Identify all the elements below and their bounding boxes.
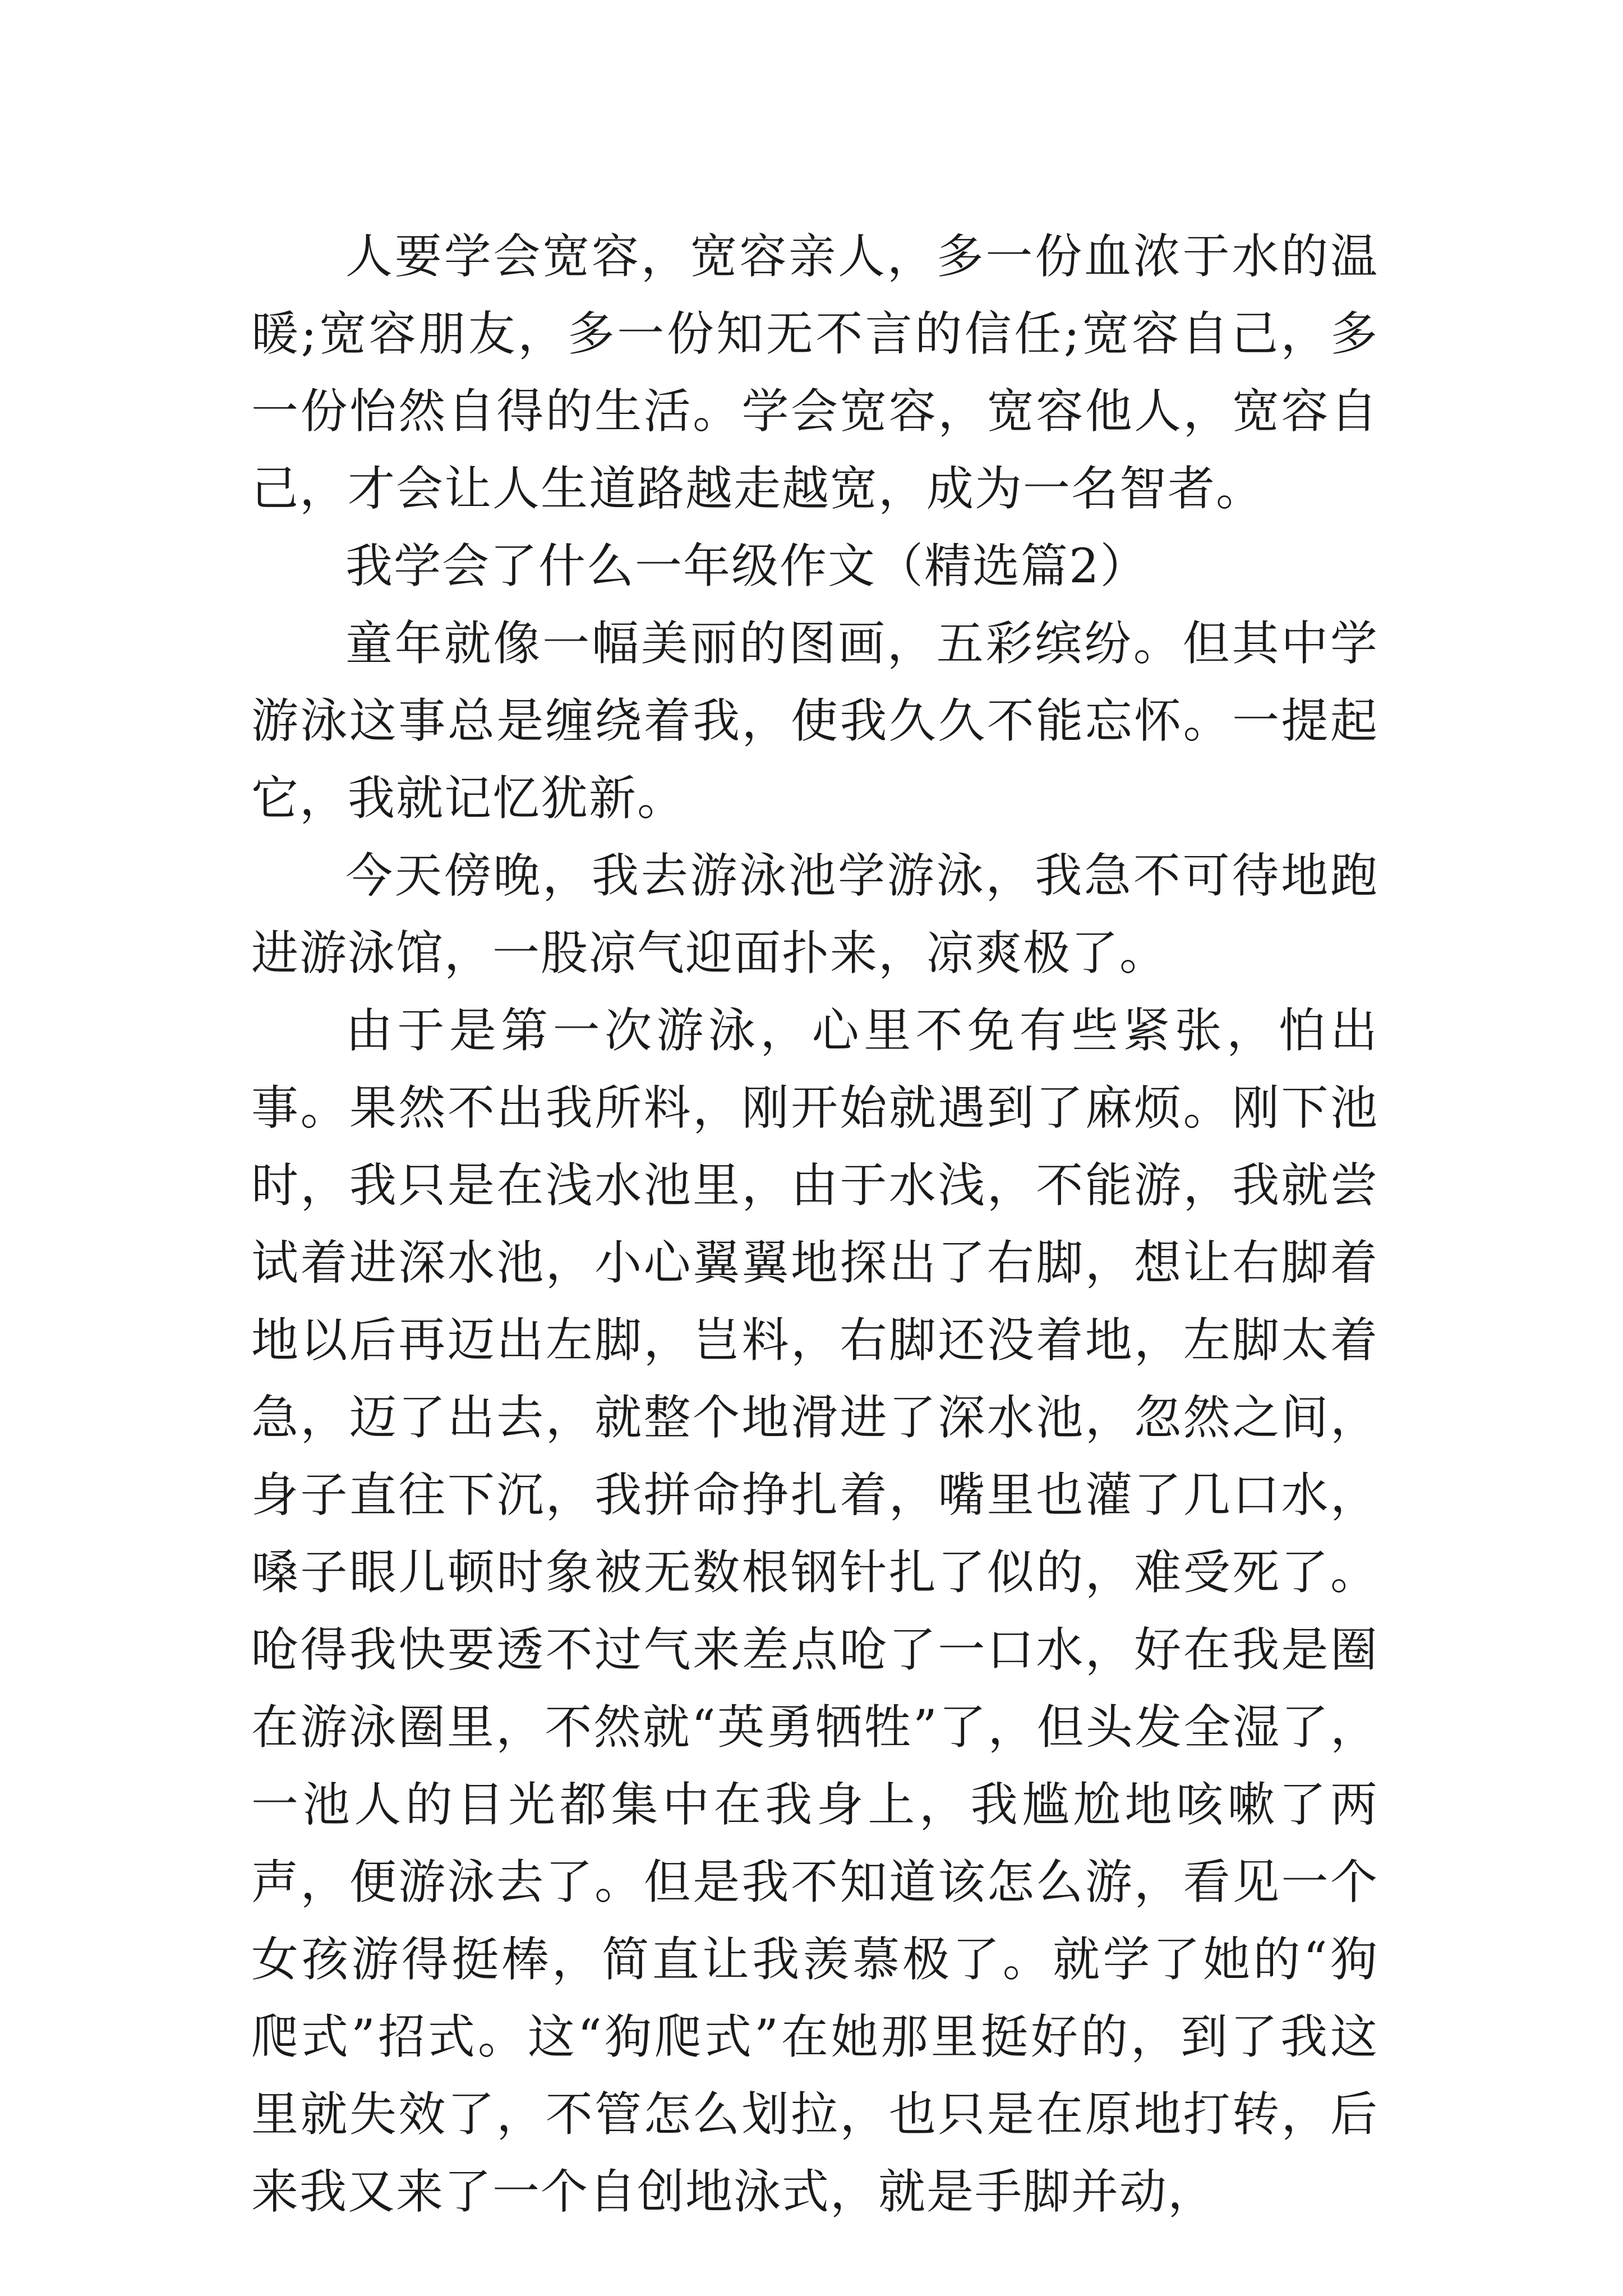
- essay-title: 我学会了什么一年级作文（精选篇2）: [345, 539, 1149, 593]
- document-body: [251, 218, 1378, 2230]
- paragraph-evening: 今天傍晚，我去游泳池学游泳，我急不可待地跑进游泳馆，一股凉气迎面扑来，凉爽极了。: [251, 848, 1378, 981]
- paragraph-tolerance: 人要学会宽容，宽容亲人，多一份血浓于水的温暖;宽容朋友，多一份知无不言的信任;宽容自己，多一份怡然自得的生活。学会宽容，宽容他人，宽容自己，才会让人生道路越走越宽，成为一名智者。: [251, 229, 1378, 516]
- paragraph-childhood: 童年就像一幅美丽的图画，五彩缤纷。但其中学游泳这事总是缠绕着我，使我久久不能忘怀。一提起它，我就记忆犹新。: [251, 616, 1378, 826]
- paragraph-first-swim: 由于是第一次游泳，心里不免有些紧张，怕出事。果然不出我所料，刚开始就遇到了麻烦。刚下池时，我只是在浅水池里，由于水浅，不能游，我就尝试着进深水池，小心翼翼地探出了右脚，想让右脚着地以后再迈出左脚，岂料，右脚还没着地，左脚太着急，迈了出去，就整个地滑进了深水池，忽然之间，身子直往下沉，我拼命挣扎着，嘴里也灌了几口水，嗓子眼儿顿时象被无数根钢针扎了似的，难受死了。呛得我快要透不过气来差点呛了一口水，好在我是圈在游泳圈里，不然就“英勇牺牲”了，但头发全湿了，一池人的目光都集中在我身上，我尴尬地咳嗽了两声，便游泳去了。但是我不知道该怎么游，看见一个女孩游得挺棒，简直让我羡慕极了。就学了她的“狗爬式”招式。这“狗爬式”在她那里挺好的，到了我这里就失效了，不管怎么划拉，也只是在原地打转，后来我又来了一个自创地泳式，就是手脚并动，: [251, 1003, 1378, 2219]
